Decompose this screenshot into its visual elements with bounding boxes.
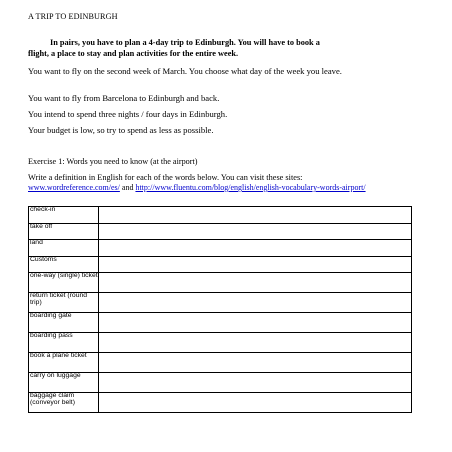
intro-line-1: In pairs, you have to plan a 4-day trip to Edinburgh. You will have to book a <box>50 38 320 47</box>
link-conjunction: and <box>121 183 134 192</box>
term-cell: Customs <box>29 256 99 273</box>
term-cell: one-way (single) ticket <box>29 273 99 293</box>
definition-cell[interactable] <box>99 273 412 293</box>
definition-cell[interactable] <box>99 333 412 353</box>
paragraph-duration: You intend to spend three nights / four days in Edinburgh. <box>28 109 228 119</box>
table-row <box>29 293 412 313</box>
intro-line-2: flight, a place to stay and plan activities for the entire week. <box>28 48 239 58</box>
term-cell: land <box>29 240 99 257</box>
table-row <box>29 207 412 224</box>
definition-cell[interactable] <box>99 256 412 273</box>
table-row <box>29 223 412 240</box>
term-cell: boarding pass <box>29 333 99 353</box>
term-cell: book a plane ticket <box>29 353 99 373</box>
table-row <box>29 373 412 393</box>
definition-cell[interactable] <box>99 353 412 373</box>
table-row <box>29 393 412 413</box>
paragraph-route: You want to fly from Barcelona to Edinburgh and back. <box>28 93 220 103</box>
term-cell: take off <box>29 223 99 240</box>
paragraph-budget: Your budget is low, so try to spend as less as possible. <box>28 125 214 135</box>
definition-cell[interactable] <box>99 313 412 333</box>
term-cell: check-in <box>29 207 99 224</box>
vocabulary-table <box>28 206 412 413</box>
intro-instructions <box>28 38 430 59</box>
definition-cell[interactable] <box>99 240 412 257</box>
table-row <box>29 273 412 293</box>
definition-cell[interactable] <box>99 293 412 313</box>
definition-cell[interactable] <box>99 393 412 413</box>
term-cell: carry on luggage <box>29 373 99 393</box>
table-row <box>29 353 412 373</box>
exercise-instruction: Write a definition in English for each of the words below. You can visit these sites: <box>28 173 303 182</box>
link-fluentu[interactable]: http://www.fluentu.com/blog/english/english-vocabulary-words-airport/ <box>135 183 366 192</box>
table-row <box>29 240 412 257</box>
definition-cell[interactable] <box>99 373 412 393</box>
reference-links <box>28 183 438 193</box>
term-cell: boarding gate <box>29 313 99 333</box>
table-row <box>29 313 412 333</box>
definition-cell[interactable] <box>99 223 412 240</box>
table-row <box>29 256 412 273</box>
paragraph-dates: You want to fly on the second week of March. You choose what day of the week you leave. <box>28 66 342 76</box>
worksheet-title: A TRIP TO EDINBURGH <box>28 12 118 21</box>
exercise-title: Exercise 1: Words you need to know (at the airport) <box>28 157 198 166</box>
term-cell: baggage claim (conveyor belt) <box>29 393 99 413</box>
definition-cell[interactable] <box>99 207 412 224</box>
link-wordreference[interactable]: www.wordreference.com/es/ <box>28 183 120 192</box>
term-cell: return ticket (round trip) <box>29 293 99 313</box>
table-row <box>29 333 412 353</box>
